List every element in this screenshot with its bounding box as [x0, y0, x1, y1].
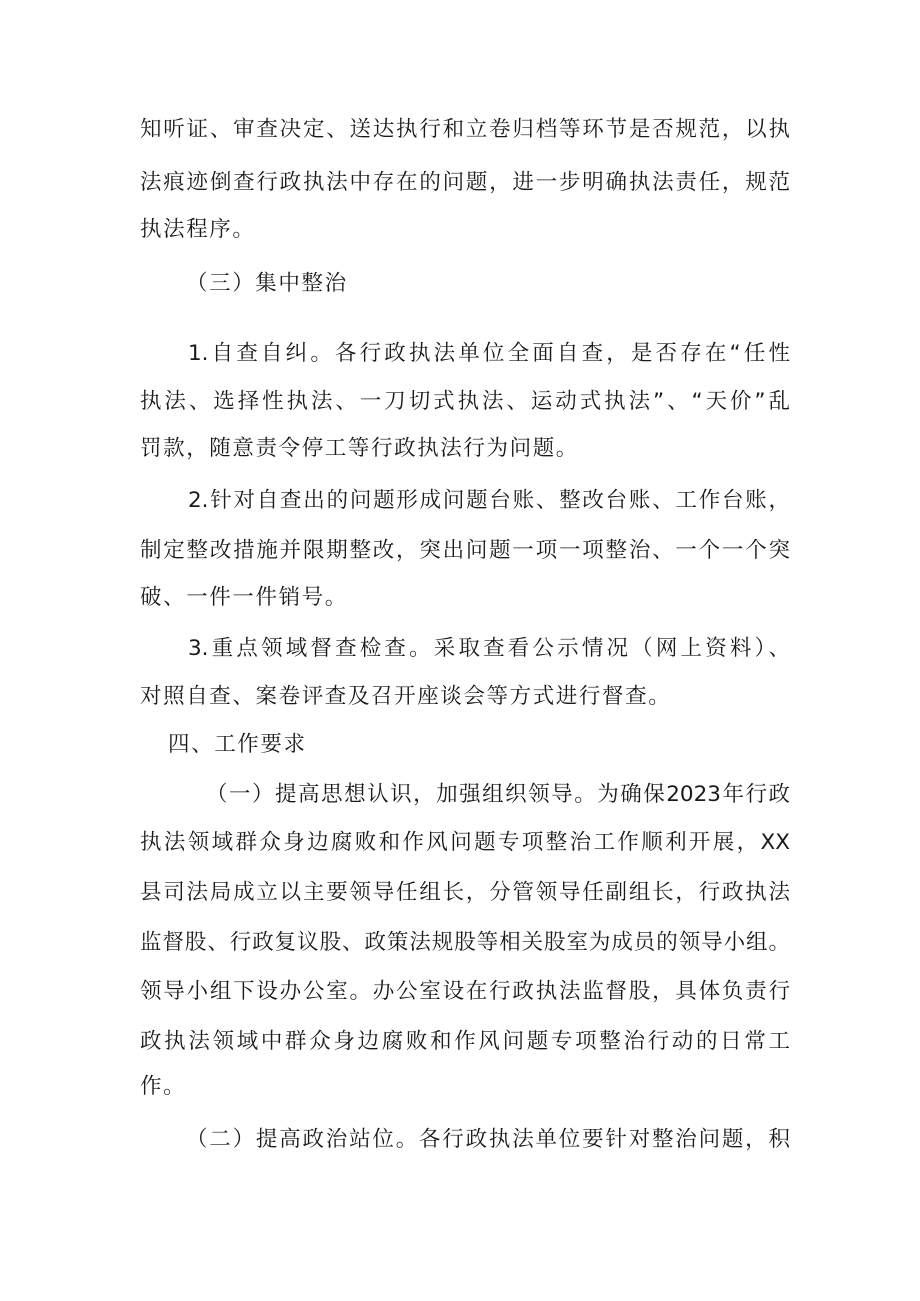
text-line: （二）提高政治站位。各行政执法单位要针对整治问题，积: [186, 1127, 790, 1152]
text-line: 1.自查自纠。各行政执法单位全面自查，是否存在“任性: [188, 341, 790, 366]
text-line: 罚款，随意责令停工等行政执法行为问题。: [140, 436, 579, 461]
text-line: 县司法局成立以主要领导任组长，分管领导任副组长，行政执法: [140, 880, 790, 905]
section-heading: （三）集中整治: [186, 271, 348, 296]
text-line: 法痕迹倒查行政执法中存在的问题，进一步明确执法责任，规范: [140, 170, 790, 195]
text-line: 政执法领域中群众身边腐败和作风问题专项整治行动的日常工: [140, 1029, 790, 1054]
text-line: （一）提高思想认识，加强组织领导。为确保2023年行政: [206, 782, 790, 807]
text-line: 对照自查、案卷评查及召开座谈会等方式进行督查。: [140, 684, 672, 709]
text-line: 知听证、审查决定、送达执行和立卷归档等环节是否规范，以执: [140, 117, 790, 142]
text-line: 2.针对自查出的问题形成问题台账、整改台账、工作台账，: [188, 488, 790, 513]
text-line: 执法程序。: [140, 217, 256, 242]
text-line: 制定整改措施并限期整改，突出问题一项一项整治、一个一个突: [140, 538, 790, 563]
section-heading: 四、工作要求: [168, 732, 307, 757]
text-line: 领导小组下设办公室。办公室设在行政执法监督股，具体负责行: [140, 979, 790, 1004]
text-line: 执法、选择性执法、一刀切式执法、运动式执法”、“天价”乱: [140, 389, 790, 414]
text-line: 监督股、行政复议股、政策法规股等相关股室为成员的领导小组。: [140, 930, 790, 955]
text-line: 执法领域群众身边腐败和作风问题专项整治工作顺利开展，XX: [140, 830, 790, 855]
text-line: 破、一件一件销号。: [140, 585, 348, 610]
text-line: 3.重点领域督查检查。采取查看公示情况（网上资料）、: [188, 636, 790, 661]
text-line: 作。: [140, 1074, 187, 1099]
